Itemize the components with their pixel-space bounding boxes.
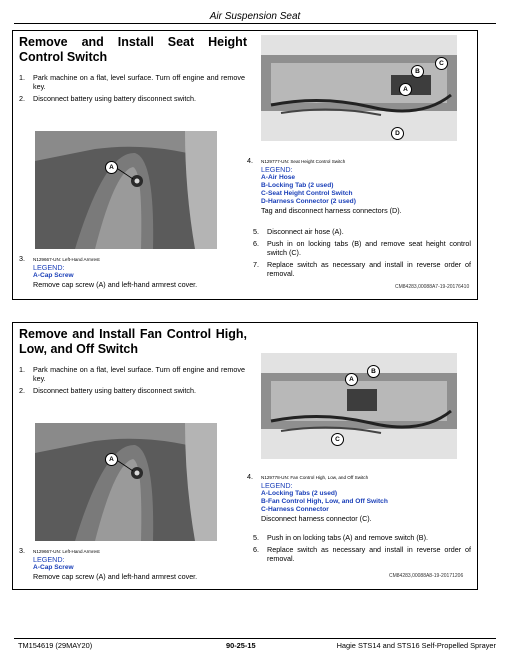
callout-c: C (331, 433, 344, 446)
section-title: Remove and Install Fan Control High, Low, and Off Switch (19, 327, 247, 356)
page-header (14, 6, 496, 24)
figure-caption-right: 4. N129777-UN: Seat Height Control Switch LEGEND: A-Air Hose B-Locking Tab (2 used) C-Seat Height Control Switch D-Harness Connector (2 used) Tag and disconnect harness connectors (D). (247, 156, 402, 215)
figure-caption-right: 4. N129778-UN: Fan Control High, Low, and Off Switch LEGEND: A-Locking Tabs (2 used) B-Fan Control High, Low, and Off Switch C-Harness Connector Disconnect harness connector (C). (247, 472, 388, 523)
callout-a: A (105, 161, 118, 174)
callout-a: A (345, 373, 358, 386)
callout-a: A (399, 83, 412, 96)
callout-b: B (411, 65, 424, 78)
figure-caption-left: 3. N129667-UN: Left-Hand Armrest LEGEND: A-Cap Screw Remove cap screw (A) and left-hand armrest cover. (19, 546, 198, 581)
steps-list-after (253, 533, 471, 566)
section-seat-height-switch (12, 30, 478, 300)
steps-list (19, 73, 245, 106)
step-item: 1. Park machine on a flat, level surface. Turn off engine and remove key. (19, 73, 245, 91)
reference-code: CM84283,00088A7-19-20176410 (395, 284, 470, 290)
step-item: 7. Replace switch as necessary and install in reverse order of removal. (253, 260, 471, 278)
seat-switch-photo (261, 35, 457, 141)
figure-caption-left: 3. N129667-UN: Left-Hand Armrest LEGEND: A-Cap Screw Remove cap screw (A) and left-hand armrest cover. (19, 254, 198, 289)
section-title: Remove and Install Seat Height Control Switch (19, 35, 247, 64)
page-footer (14, 638, 496, 654)
fan-switch-photo (261, 353, 457, 459)
step-item: 2. Disconnect battery using battery disconnect switch. (19, 94, 196, 103)
step-item: 6. Replace switch as necessary and install in reverse order of removal. (253, 545, 471, 563)
product-name: Hagie STS14 and STS16 Self-Propelled Sprayer (336, 641, 496, 650)
section-fan-control-switch (12, 322, 478, 590)
steps-list (19, 365, 245, 398)
step-item: 1. Park machine on a flat, level surface. Turn off engine and remove key. (19, 365, 245, 383)
callout-c: C (435, 57, 448, 70)
armrest-photo (35, 131, 217, 249)
callout-a: A (105, 453, 118, 466)
step-item: 2. Disconnect battery using battery disconnect switch. (19, 386, 196, 395)
document-id: TM154619 (29MAY20) (18, 641, 93, 650)
step-item: 6. Push in on locking tabs (B) and remove seat height control switch (C). (253, 239, 471, 257)
steps-list-after (253, 227, 471, 281)
callout-b: B (367, 365, 380, 378)
reference-code: CM84283,00088A8-19-20171206 (389, 573, 464, 579)
armrest-photo (35, 423, 217, 541)
callout-d: D (391, 127, 404, 140)
page-number: 90-25-15 (226, 641, 256, 650)
page-title: Air Suspension Seat (209, 11, 301, 22)
step-item: 5. Push in on locking tabs (A) and remove switch (B). (253, 533, 428, 542)
step-item: 5. Disconnect air hose (A). (253, 227, 344, 236)
